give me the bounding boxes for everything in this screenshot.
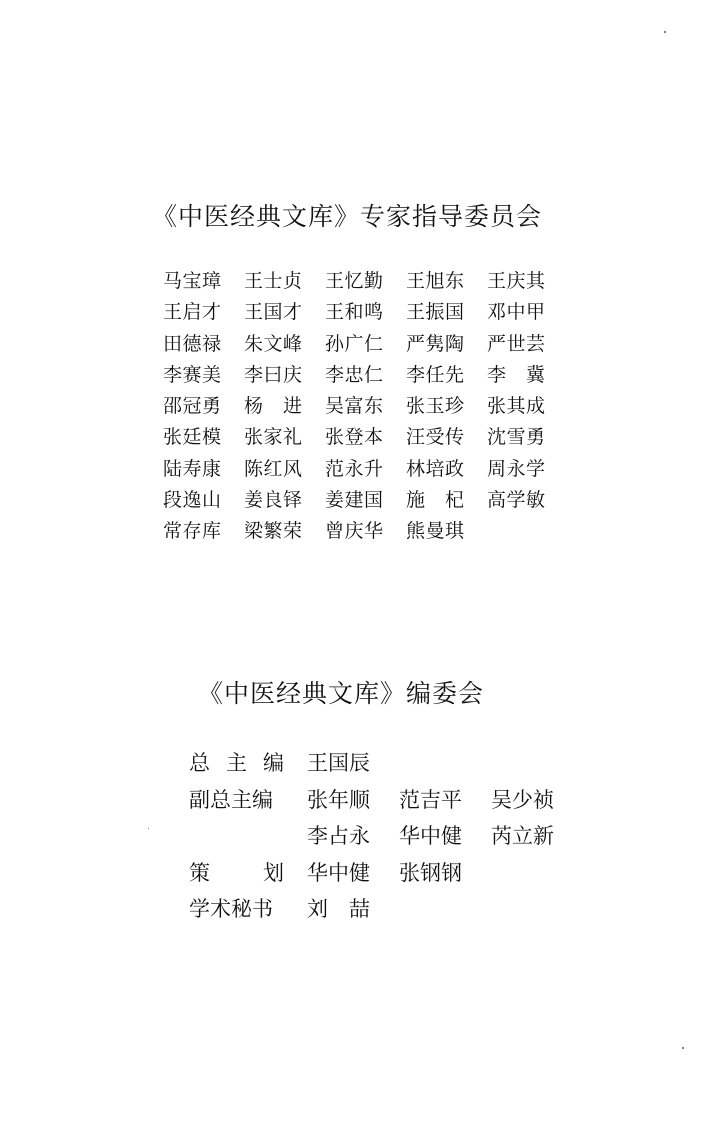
committee-member: 王启才	[163, 301, 222, 324]
role-char: 划	[263, 860, 284, 885]
committee-member: 孙广仁	[325, 332, 384, 355]
secretary-name: 刘 喆	[307, 897, 370, 922]
committee-member: 吴富东	[325, 395, 384, 418]
deputy-editor-role: 副总主编	[189, 787, 273, 812]
committee-member: 张登本	[325, 426, 384, 449]
committee-member: 王国才	[244, 301, 303, 324]
committee-member: 王旭东	[406, 270, 465, 292]
committee-member: 李赛美	[163, 363, 222, 386]
planning-row	[189, 854, 583, 891]
planner-name: 华中健	[307, 860, 370, 885]
scan-speck	[148, 828, 149, 829]
committee-member: 王庆其	[487, 270, 546, 292]
committee-member: 李 冀	[487, 363, 546, 386]
committee-member: 常存库	[163, 520, 222, 543]
committee-member: 陈红风	[244, 457, 303, 480]
deputy-editor-name: 范吉平	[399, 787, 462, 812]
committee-member: 陆寿康	[163, 457, 222, 480]
committee-member: 姜良铎	[244, 489, 303, 512]
editorial-board-list	[189, 744, 583, 927]
committee-member: 李任先	[406, 363, 465, 386]
planning-role	[189, 857, 307, 887]
committee-member: 王振国	[406, 301, 465, 324]
committee-member: 曾庆华	[325, 520, 384, 543]
committee-member: 王忆勤	[325, 270, 384, 292]
committee-member: 高学敏	[487, 489, 546, 512]
role-char: 主	[226, 751, 247, 776]
committee-member: 张廷模	[163, 426, 222, 449]
committee-member: 熊曼琪	[406, 520, 465, 543]
committee-member: 汪受传	[406, 426, 465, 449]
committee-member: 杨 进	[244, 395, 303, 418]
committee-title: 《中医经典文库》专家指导委员会	[152, 202, 543, 231]
deputy-editor-name: 华中健	[399, 824, 462, 849]
committee-member: 马宝璋	[163, 270, 222, 292]
chief-editor-row	[189, 744, 583, 781]
deputy-editor-name: 吴少祯	[491, 787, 554, 812]
chief-editor-role	[189, 747, 307, 777]
chief-editor-name: 王国辰	[307, 751, 370, 776]
deputy-editor-row	[189, 817, 583, 854]
committee-member: 梁繁荣	[244, 520, 303, 543]
committee-member: 王和鸣	[325, 301, 384, 324]
deputy-editor-name: 张年顺	[307, 787, 370, 812]
deputy-editor-row	[189, 781, 583, 818]
deputy-editor-name: 李占永	[307, 824, 370, 849]
committee-member: 朱文峰	[244, 332, 303, 355]
committee-member: 林培政	[406, 457, 465, 480]
committee-member: 王士贞	[244, 270, 303, 292]
role-char: 策	[189, 860, 210, 885]
committee-member: 张家礼	[244, 426, 303, 449]
committee-member: 张其成	[487, 395, 546, 418]
scan-speck	[664, 31, 666, 33]
committee-member: 邵冠勇	[163, 395, 222, 418]
committee-member: 周永学	[487, 457, 546, 480]
committee-member: 田德禄	[163, 332, 222, 355]
committee-member: 李忠仁	[325, 363, 384, 386]
deputy-editor-name: 芮立新	[491, 824, 554, 849]
committee-member: 沈雪勇	[487, 426, 546, 449]
committee-member: 范永升	[325, 457, 384, 480]
scan-speck	[682, 1047, 684, 1049]
committee-member: 邓中甲	[487, 301, 546, 324]
secretary-row	[189, 890, 583, 927]
editorial-board-title: 《中医经典文库》编委会	[198, 679, 485, 708]
committee-member: 张玉珍	[406, 395, 465, 418]
committee-member: 段逸山	[163, 489, 222, 512]
committee-member: 施 杞	[406, 489, 465, 512]
planner-name: 张钢钢	[399, 860, 462, 885]
committee-member: 严世芸	[487, 332, 546, 355]
expert-committee-list	[163, 268, 568, 550]
committee-member: 严隽陶	[406, 332, 465, 355]
role-char: 编	[263, 751, 284, 776]
secretary-role: 学术秘书	[189, 897, 273, 922]
committee-member: 李曰庆	[244, 363, 303, 386]
role-char: 总	[189, 751, 210, 776]
committee-member: 姜建国	[325, 489, 384, 512]
